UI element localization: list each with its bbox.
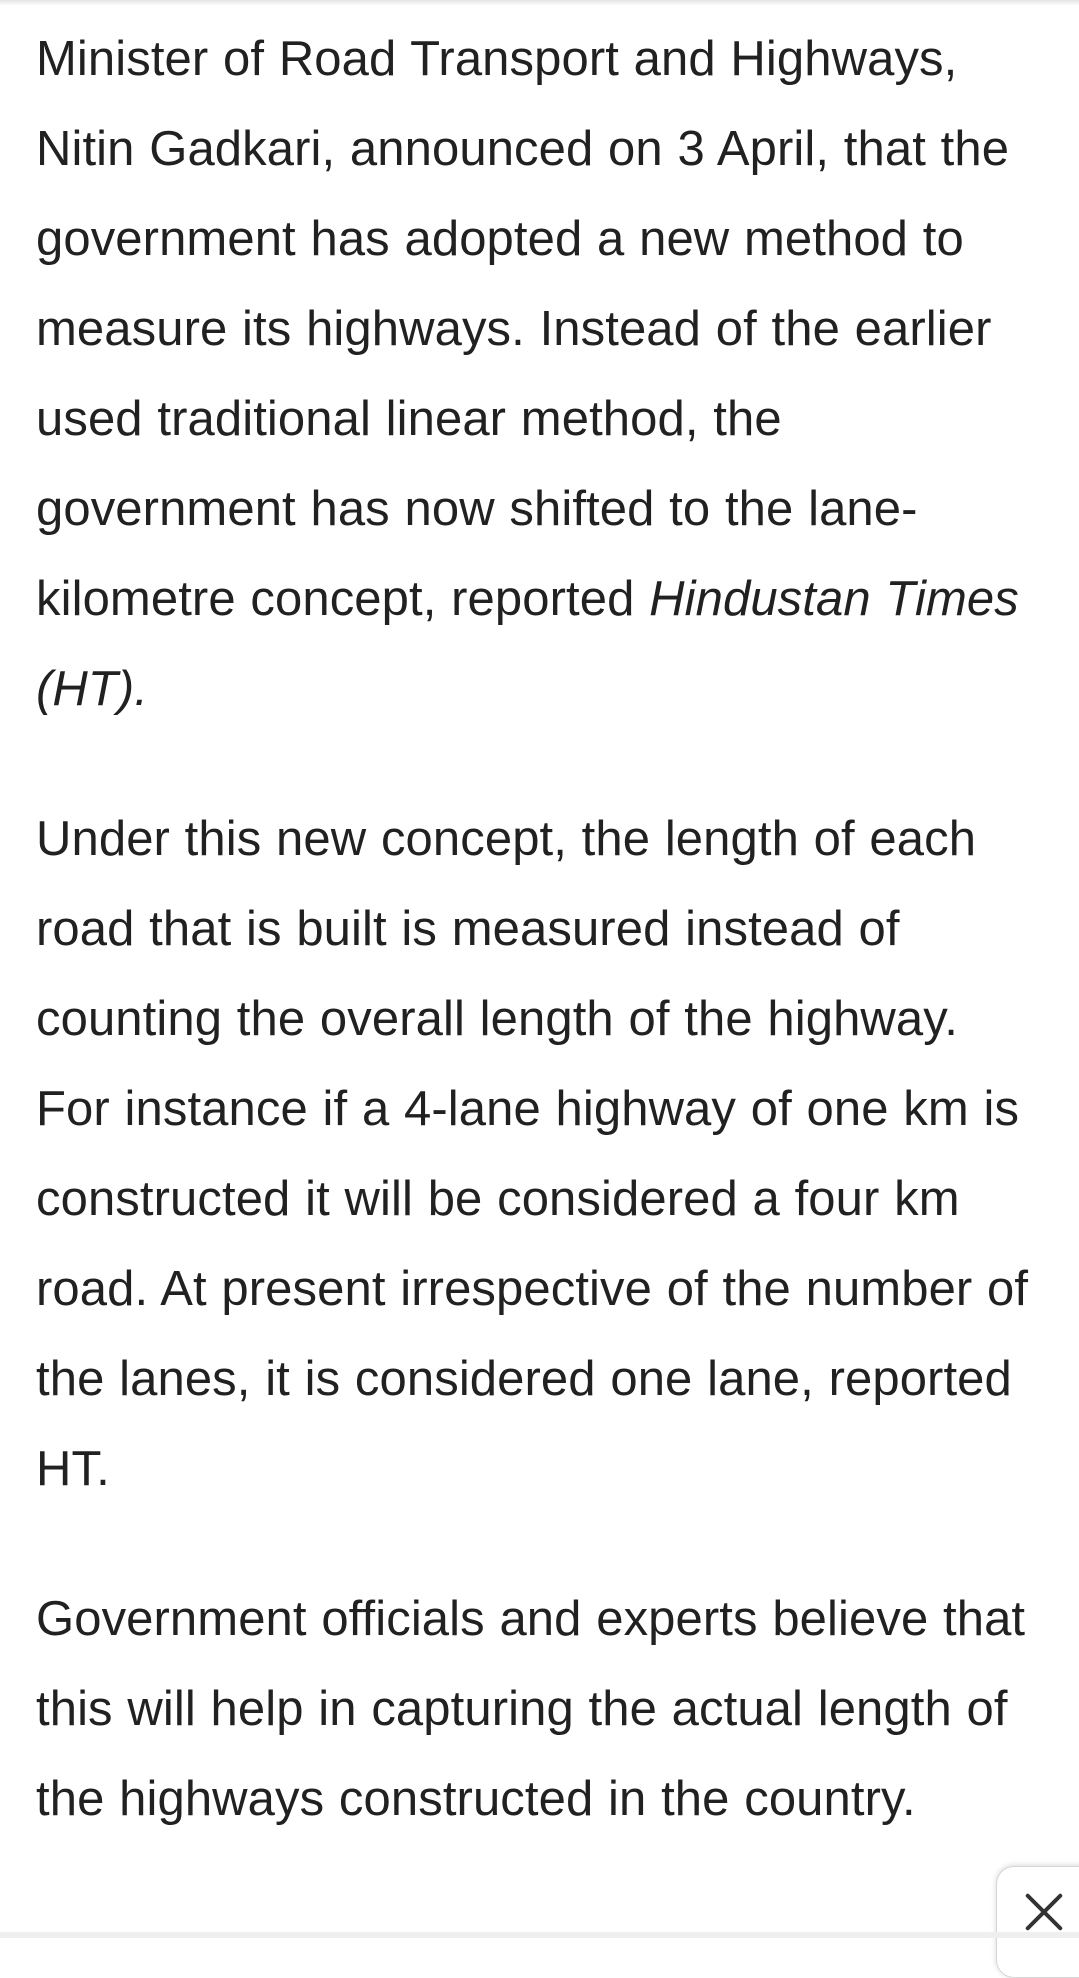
article-body (36, 14, 1046, 1904)
paragraph-1 (36, 14, 1046, 734)
paragraph-1-end: . (134, 662, 149, 716)
bottom-edge (0, 1932, 1079, 1938)
close-icon[interactable] (1023, 1891, 1065, 1933)
paragraph-2: Under this new concept, the length of each road that is built is measured instead of counting the overall length of the highway. For instance if a 4-lane highway of one km is constructed it will be considered a four km road. At present irrespective of the number of the lanes, it is considered one lane, reported HT. (36, 812, 1029, 1496)
source-citation: Hindustan Times (HT) (36, 572, 1019, 716)
top-shadow (0, 0, 1079, 6)
paragraph-3: Government officials and experts believe that this will help in capturing the actual length of the highways constructed in the country. (36, 1592, 1026, 1826)
paragraph-1-text: Minister of Road Transport and Highways, Nitin Gadkari, announced on 3 April, that the government has adopted a new method to measure its highways. Instead of the earlier used traditional linear method, the government has now shifted to the lane-kilometre concept, reported (36, 32, 1010, 626)
close-ad-button[interactable] (996, 1866, 1079, 1978)
